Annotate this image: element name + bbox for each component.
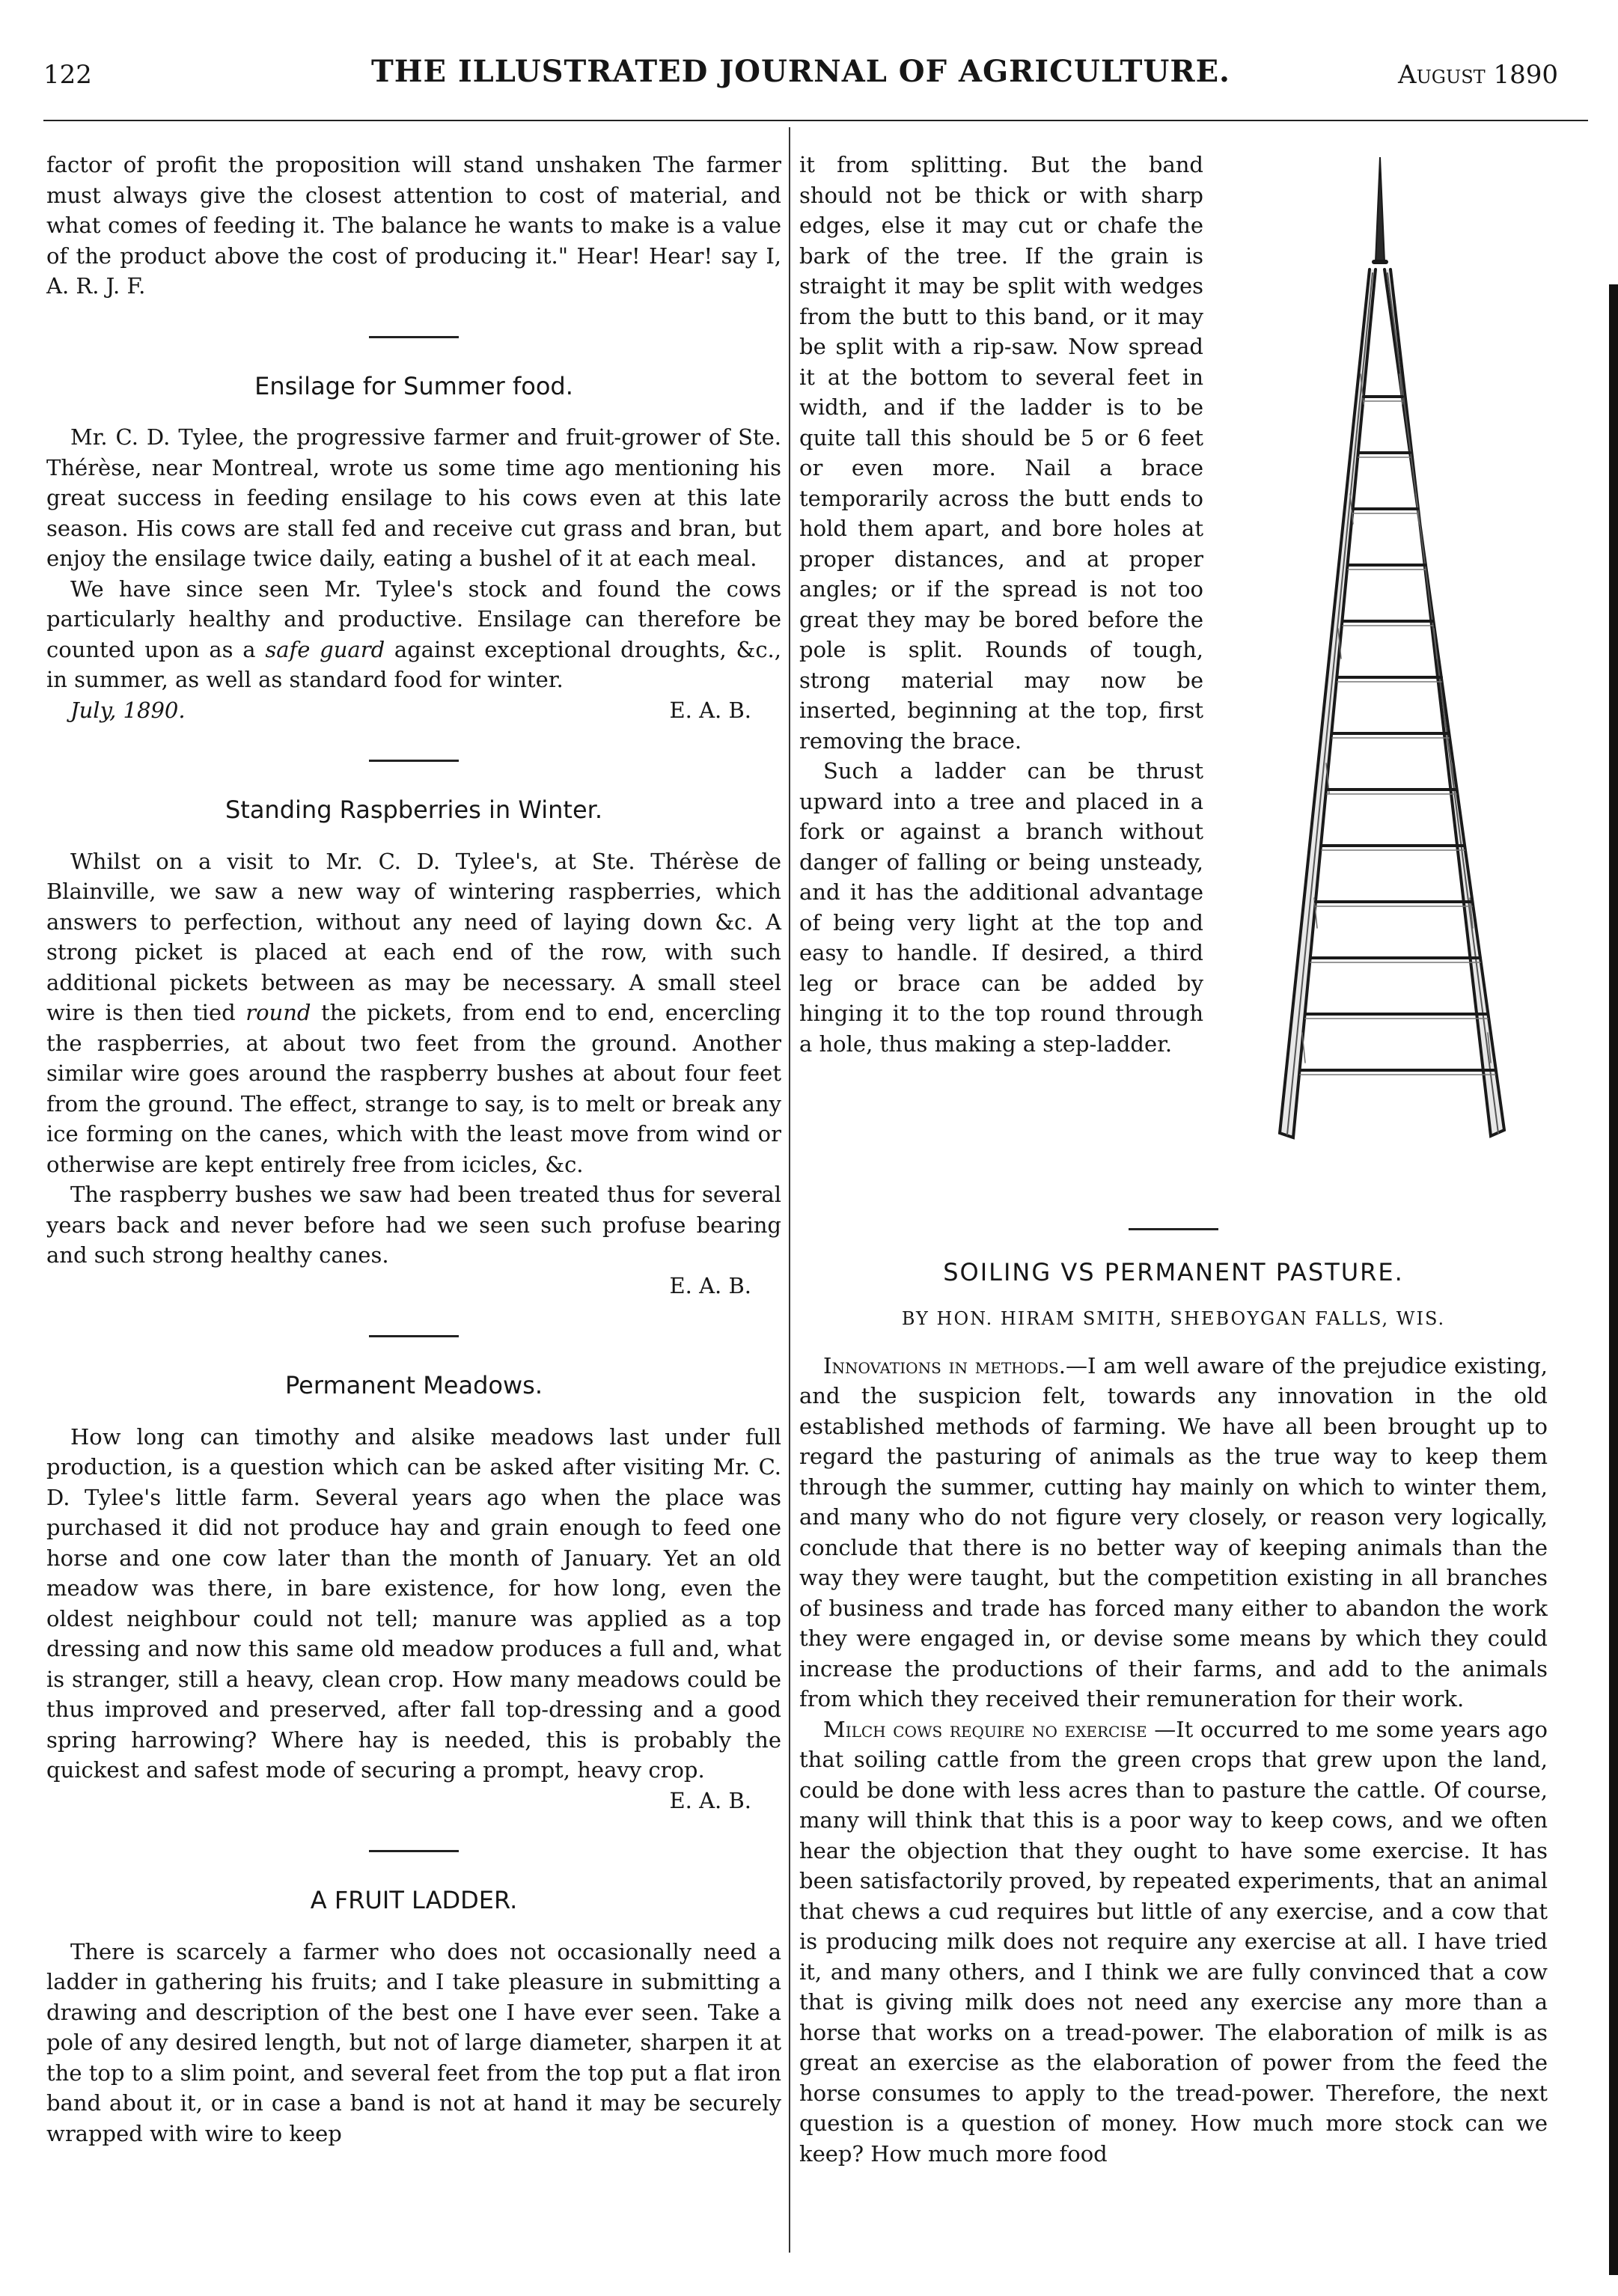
ensilage-signature-line: [46, 695, 781, 726]
page-number: 122: [43, 60, 92, 90]
issue-date: August 1890: [1398, 60, 1558, 90]
scan-edge: [1609, 284, 1618, 2275]
fruit-ladder-heading: A FRUIT LADDER.: [310, 1886, 518, 1914]
ensilage-paragraph: [46, 574, 781, 695]
left-column: [46, 150, 781, 2149]
text-run: —It occurred to me some years ago that soiling cattle from the green crops that grew upon the land, could be done with less acres than to pasture the cattle. Of course, many will think that this is a poor way to keep cows, and we often hear the objection that they ought to have some exercise. It has been satisfactorily proved, by repeated experiments, that an animal that chews a cud requires but little of any exercise, and a cow that is producing milk does not require any exercise at all. I have tried it, and many others, and I think we are fully convinced that a cow that is giving milk does not need any exercise any more than a horse that works on a tread-power. The elaboration of milk is as great an exercise as the elaboration of power from the feed the horse consumes to apply to the tread-power. Therefore, the next question is a question of money. How much more stock can we keep? How much more food: [799, 1716, 1548, 2167]
soiling-paragraph: [799, 1715, 1548, 2170]
emphasis: round: [245, 1000, 311, 1025]
section-rule: [369, 1850, 459, 1852]
header-rule: [43, 120, 1588, 121]
raspberries-signature: E. A. B.: [669, 1272, 751, 1298]
text-run: —I am well aware of the prejudice existing, and the suspicion felt, towards any innovation in the old established methods of farming. We have all been brought up to regard the pasturing of animals as the true way to keep them through the summer, cutting hay mainly on which to winter them, and many who do not figure very closely, or reason very logically, conclude that there is no better way of keeping animals than the way they were taught, but the competition existing in all branches of business and trade has forced many either to abandon the work they were engaged in, or devise some means by which they could increase the productions of their farms, and add to the animals from which they received their remuneration for their work.: [799, 1352, 1548, 1712]
ensilage-signature: E. A. B.: [669, 697, 751, 723]
column-divider: [789, 127, 790, 2253]
intro-paragraph: factor of profit the proposition will stand unshaken The farmer must always give the closest attention to cost of material, and what comes of feeding it. The balance he wants to make is a value of the product above the cost of producing it." Hear! Hear! say I, A. R. J. F.: [46, 152, 781, 299]
raspberries-paragraph: The raspberry bushes we saw had been treated thus for several years back and never before had we seen such profuse bearing and such strong healthy canes.: [46, 1182, 781, 1268]
fruit-ladder-paragraph: it from splitting. But the band should not be thick or with sharp edges, else it may cut or chafe the bark of the tree. If the grain is straight it may be split with wedges from the butt to this band, or it may be split with a rip-saw. Now spread it at the bottom to several feet in width, and if the ladder is to be quite tall this should be 5 or 6 feet or even more. Nail a brace temporarily across the butt ends to hold them apart, and bore holes at proper distances, and at proper angles; or if the spread is not too great they may be bored before the pole is split. Rounds of tough, strong material may now be inserted, beginning at the top, first removing the brace.: [799, 152, 1203, 754]
right-column: [799, 150, 1548, 2169]
text-run: against exceptional droughts, &c., in summer, as well as standard food for winter.: [46, 636, 781, 692]
text-run: the pickets, from end to end, encercling the raspberries, at about two feet from the ground. Another similar wire goes around the raspberry bushes at about four feet from the ground. The effect, strange to say, is to melt or break any ice forming on the canes, which with the least move from wind or otherwise are kept entirely free from icicles, &c.: [46, 1000, 781, 1177]
ensilage-heading: Ensilage for Summer food.: [254, 371, 573, 400]
soiling-byline: BY HON. HIRAM SMITH, SHEBOYGAN FALLS, WIS.: [901, 1308, 1446, 1329]
section-rule: [369, 1335, 459, 1337]
fruit-ladder-paragraph: There is scarcely a farmer who does not occasionally need a ladder in gathering his fruits; and I take pleasure in submitting a drawing and description of the best one I have ever seen. Take a pole of any desired length, but not of large diameter, sharpen it at the top to a slim point, and several feet from the top put a flat iron band about it, or in case a band is not at hand it may be securely wrapped with wire to keep: [46, 1938, 781, 2146]
text-run: Whilst on a visit to Mr. C. D. Tylee's, at Ste. Thérèse de Blainville, we saw a new way of wintering raspberries, which answers to perfection, without any need of laying down &c. A strong picket is placed at each end of the row, with such additional pickets between as may be necessary. A small steel wire is then tied: [46, 848, 781, 1025]
running-header: [43, 54, 1558, 99]
run-in-heading: Milch cows require no exercise: [823, 1716, 1147, 1742]
emphasis: safe guard: [265, 636, 385, 662]
ladder-continued-text: [799, 150, 1203, 1206]
raspberries-paragraph: [46, 846, 781, 1180]
ladder-wrap-zone: [799, 150, 1548, 1206]
run-in-heading: Innovations in methods.: [823, 1352, 1066, 1378]
section-rule: [369, 760, 459, 762]
section-rule: [369, 336, 459, 338]
fruit-ladder-illustration: [1203, 150, 1548, 1206]
text-run: We have since seen Mr. Tylee's stock and found the cows particularly healthy and productive. Ensilage can therefore be counted upon as a: [46, 575, 781, 662]
meadows-heading: Permanent Meadows.: [285, 1371, 543, 1399]
ensilage-paragraph: Mr. C. D. Tylee, the progressive farmer and fruit-grower of Ste. Thérèse, near Montreal, wrote us some time ago mentioning his great success in feeding ensilage to his cows even at this late season. His cows are stall fed and receive cut grass and bran, but enjoy the ensilage twice daily, eating a bushel of it at each meal.: [46, 424, 781, 571]
meadows-paragraph: How long can timothy and alsike meadows last under full production, is a question which can be asked after visiting Mr. C. D. Tylee's little farm. Several years ago when the place was purchased it did not produce hay and grain enough to feed one horse and one cow later than the month of January. Yet an old meadow was there, in bare existence, for how long, even the oldest neighbour could not tell; manure was applied as a top dressing and now this same old meadow produces a full and, what is stranger, still a heavy, clean crop. How many meadows could be thus improved and preserved, after fall top-dressing and a good spring harrowing? Where hay is needed, this is probably the quickest and safest mode of securing a prompt, heavy crop.: [46, 1423, 781, 1783]
ladder-drawing: [1203, 150, 1548, 1197]
raspberries-heading: Standing Raspberries in Winter.: [225, 796, 603, 824]
ensilage-date: July, 1890.: [70, 697, 186, 723]
journal-title: THE ILLUSTRATED JOURNAL OF AGRICULTURE.: [371, 54, 1230, 89]
soiling-heading: SOILING VS PERMANENT PASTURE.: [943, 1257, 1404, 1286]
meadows-signature: E. A. B.: [669, 1787, 751, 1813]
fruit-ladder-paragraph: Such a ladder can be thrust upward into a tree and placed in a fork or against a branch without danger of falling or being unsteady, and it has the additional advantage of being very light at the top and easy to handle. If desired, a third leg or brace can be added by hinging it to the top round through a hole, thus making a step-ladder.: [799, 758, 1203, 1057]
section-rule: [1129, 1228, 1218, 1230]
soiling-paragraph: [799, 1351, 1548, 1715]
